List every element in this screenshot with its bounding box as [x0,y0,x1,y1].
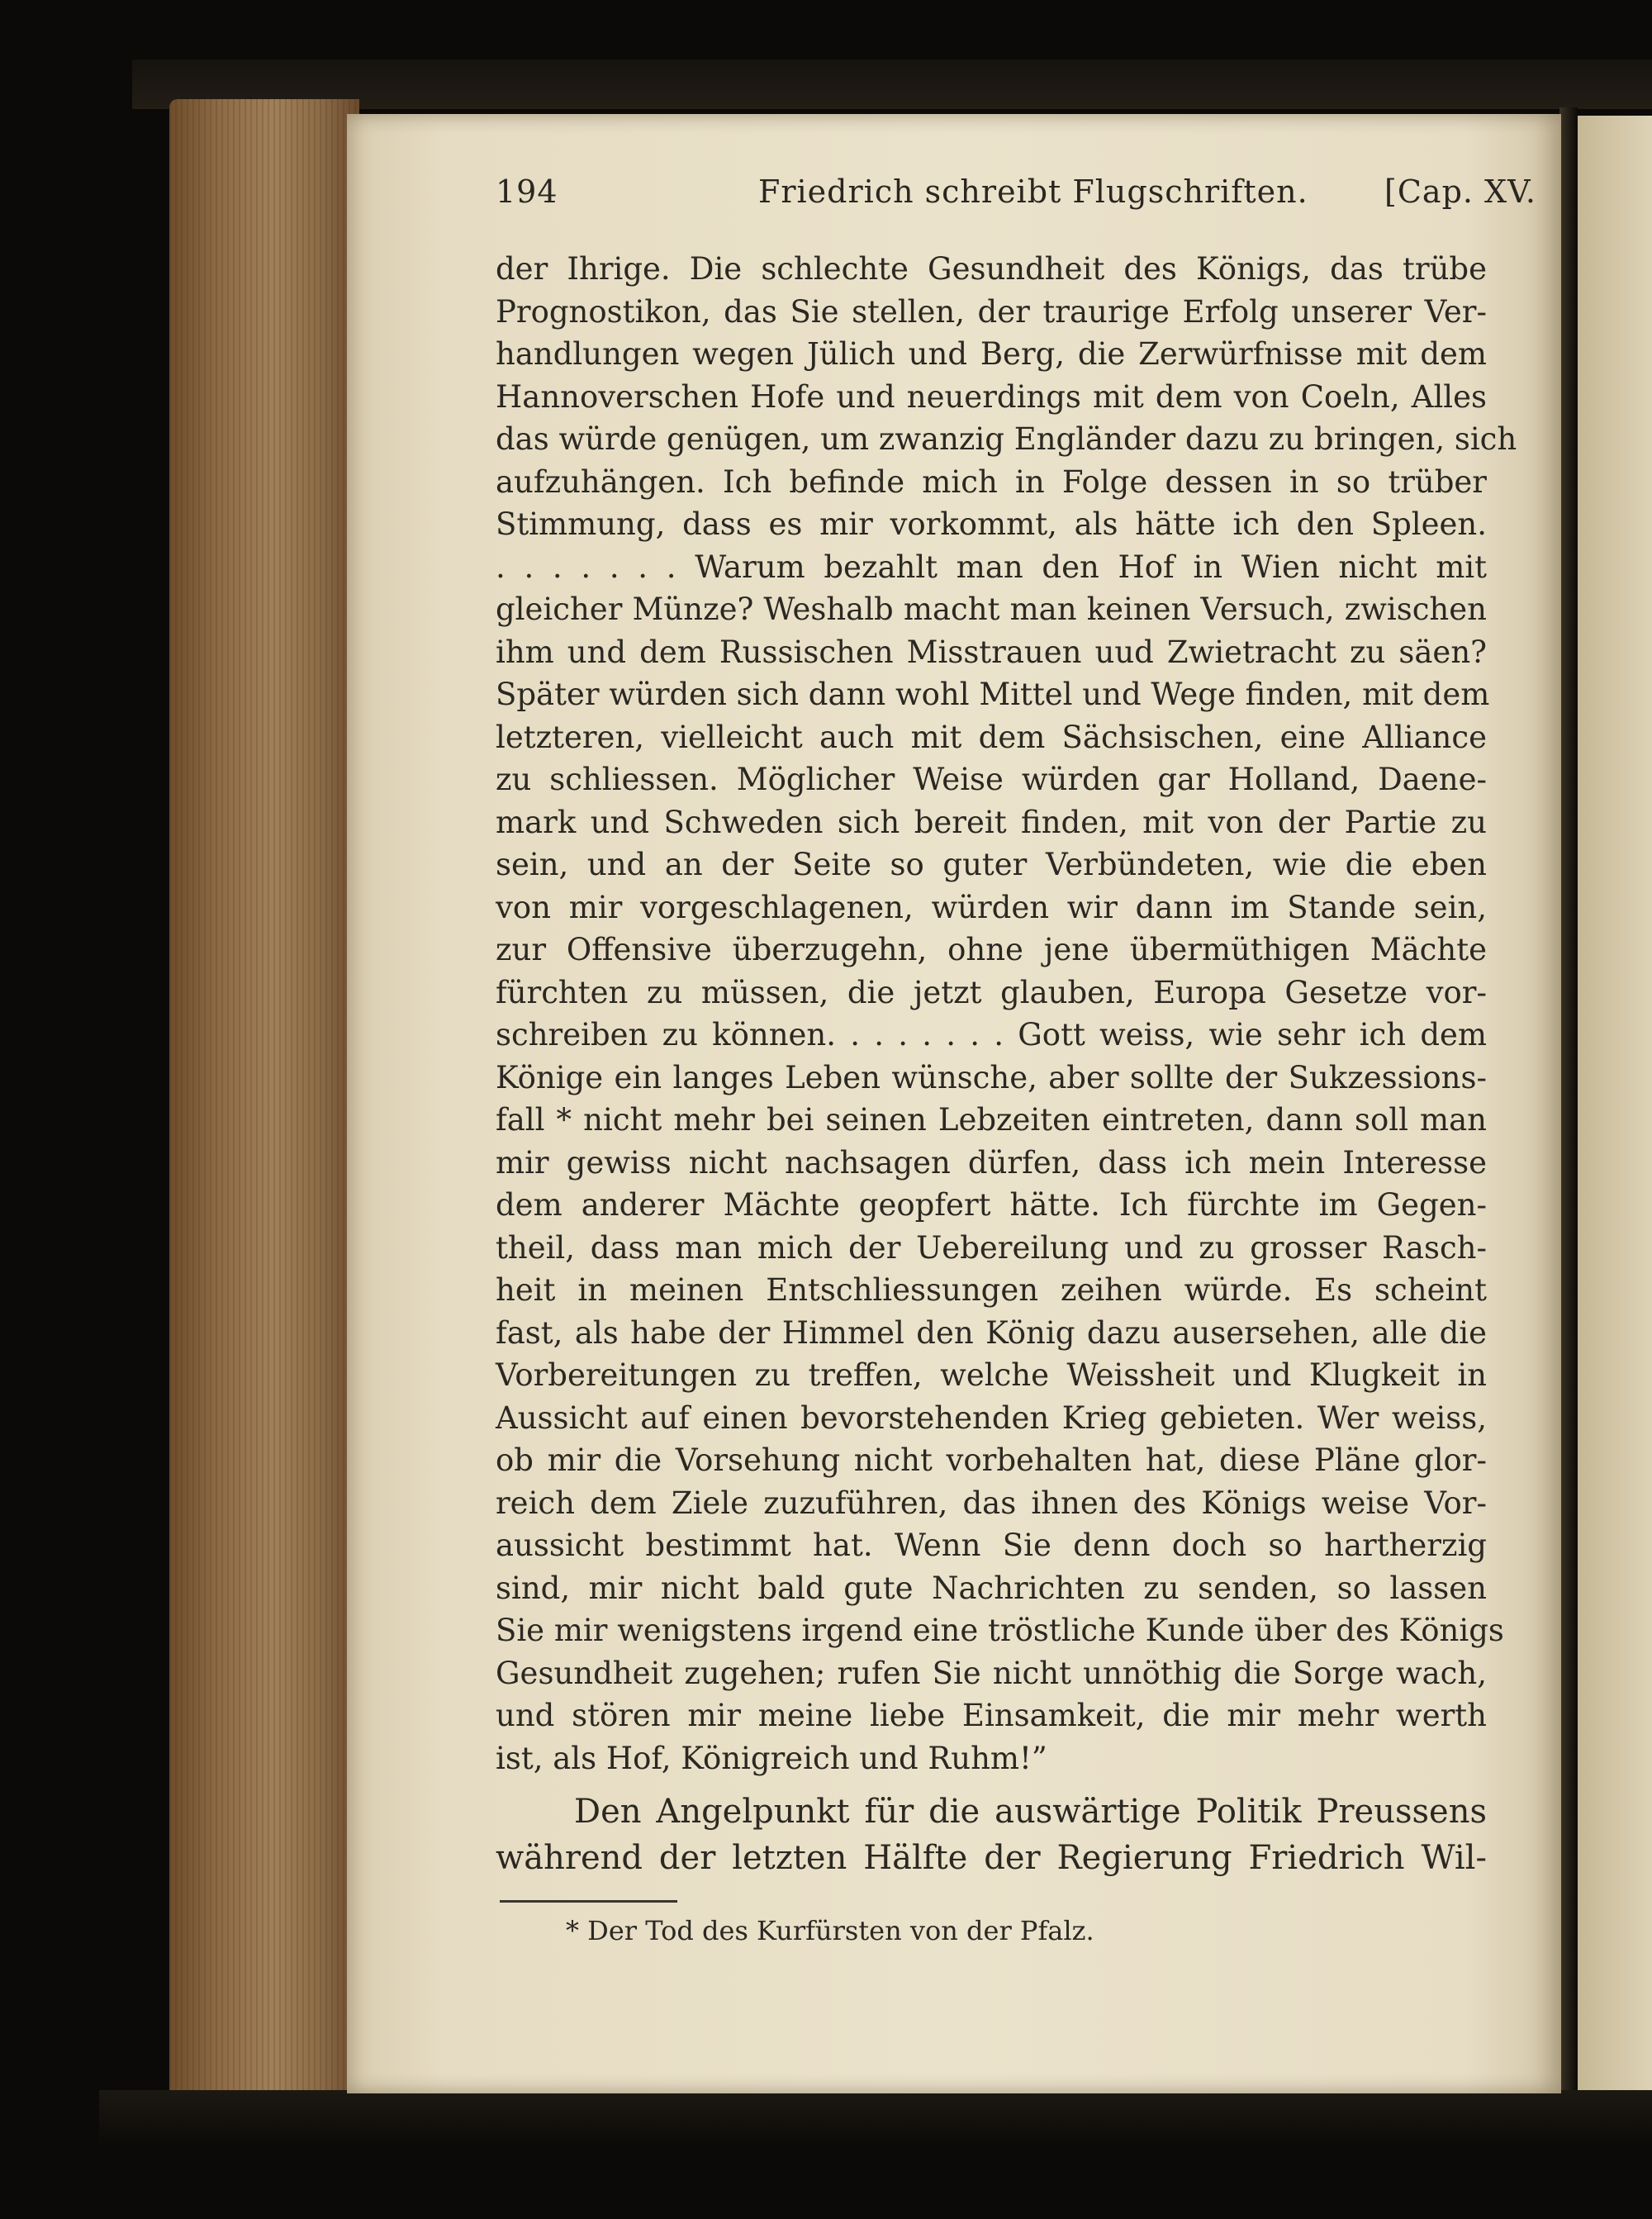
text-line: handlungen wegen Jülich und Berg, die Zerwürfnisse mit dem [496,336,1487,372]
text-line: Den Angelpunkt für die auswärtige Politik Preussens [574,1793,1487,1831]
page-edges [169,99,359,2107]
facing-page-edge [1578,116,1652,2098]
text-line: aussicht bestimmt hat. Wenn Sie denn doch so hartherzig [496,1528,1487,1563]
text-line: sind, mir nicht bald gute Nachrichten zu senden, so lassen [496,1570,1487,1606]
text-line: Prognostikon, das Sie stellen, der traurige Erfolg unserer Ver- [496,293,1487,330]
text-line: mark und Schweden sich bereit finden, mit von der Partie zu [496,804,1487,840]
text-line: fürchten zu müssen, die jetzt glauben, Europa Gesetze vor- [496,974,1487,1010]
text-line: Aussicht auf einen bevorstehenden Krieg gebieten. Wer weiss, [496,1399,1487,1436]
text-line: der Ihrige. Die schlechte Gesundheit des Königs, das trübe [496,251,1487,287]
text-line: und stören mir meine liebe Einsamkeit, die mir mehr werth [496,1698,1487,1733]
running-header [496,173,1536,223]
text-line: fast, als habe der Himmel den König dazu ausersehen, alle die [496,1314,1487,1351]
book-gutter [1559,107,1578,2107]
text-line: theil, dass man mich der Uebereilung und zu grosser Rasch- [496,1229,1487,1266]
second-paragraph [496,1789,1487,1881]
book-cover-bottom [99,2090,1652,2148]
text-line: Könige ein langes Leben wünsche, aber sollte der Sukzessions- [496,1059,1487,1095]
footnote: * Der Tod des Kurfürsten von der Pfalz. [566,1915,1094,1946]
text-line: letzteren, vielleicht auch mit dem Sächsischen, eine Alliance [496,719,1487,755]
text-line: ihm und dem Russischen Misstrauen uud Zwietracht zu säen? [496,634,1487,670]
text-line: aufzuhängen. Ich befinde mich in Folge dessen in so trüber [496,463,1487,500]
text-line: Gesundheit zugehen; rufen Sie nicht unnöthig die Sorge wach, [496,1655,1487,1691]
text-line: schreiben zu können. . . . . . . . Gott weiss, wie sehr ich dem [496,1017,1487,1052]
text-line: mir gewiss nicht nachsagen dürfen, dass ich mein Interesse [496,1144,1487,1181]
text-line: heit in meinen Entschliessungen zeihen würde. Es scheint [496,1272,1487,1308]
text-line: Sie mir wenigstens irgend eine tröstliche Kunde über des Königs [496,1613,1504,1648]
text-line: gleicher Münze? Weshalb macht man keinen Versuch, zwischen [496,592,1487,627]
text-line: Hannoverschen Hofe und neuerdings mit dem von Coeln, Alles [496,378,1487,415]
running-title: Friedrich schreibt Flugschriften. [758,173,1308,210]
text-line: während der letzten Hälfte der Regierung Friedrich Wil- [496,1839,1487,1877]
text-line: fall * nicht mehr bei seinen Lebzeiten eintreten, dann soll man [496,1102,1487,1138]
text-line: Stimmung, dass es mir vorkommt, als hätte ich den Spleen. [496,506,1487,542]
text-line: ob mir die Vorsehung nicht vorbehalten hat, diese Pläne glor- [496,1442,1487,1478]
book-cover-top [132,59,1652,109]
text-line: sein, und an der Seite so guter Verbündeten, wie die eben [496,847,1487,882]
text-line: das würde genügen, um zwanzig Engländer dazu zu bringen, sich [496,421,1517,457]
chapter-reference: [Cap. XV. [1384,173,1536,210]
main-paragraph [496,248,1517,1779]
text-line: Vorbereitungen zu treffen, welche Weissheit und Klugkeit in [496,1357,1487,1393]
text-line: ist, als Hof, Königreich und Ruhm!” [496,1740,1047,1776]
footnote-rule [500,1900,677,1903]
text-line: . . . . . . . Warum bezahlt man den Hof in Wien nicht mit [496,549,1487,585]
text-line: zu schliessen. Möglicher Weise würden gar Holland, Daene- [496,762,1487,797]
text-line: Später würden sich dann wohl Mittel und Wege finden, mit dem [496,677,1490,712]
text-line: von mir vorgeschlagenen, würden wir dann im Stande sein, [496,889,1487,925]
text-line: reich dem Ziele zuzuführen, das ihnen des Königs weise Vor- [496,1485,1487,1521]
page-number: 194 [496,173,558,210]
text-line: dem anderer Mächte geopfert hätte. Ich fürchte im Gegen- [496,1187,1487,1223]
text-line: zur Offensive überzugehn, ohne jene übermüthigen Mächte [496,932,1487,967]
